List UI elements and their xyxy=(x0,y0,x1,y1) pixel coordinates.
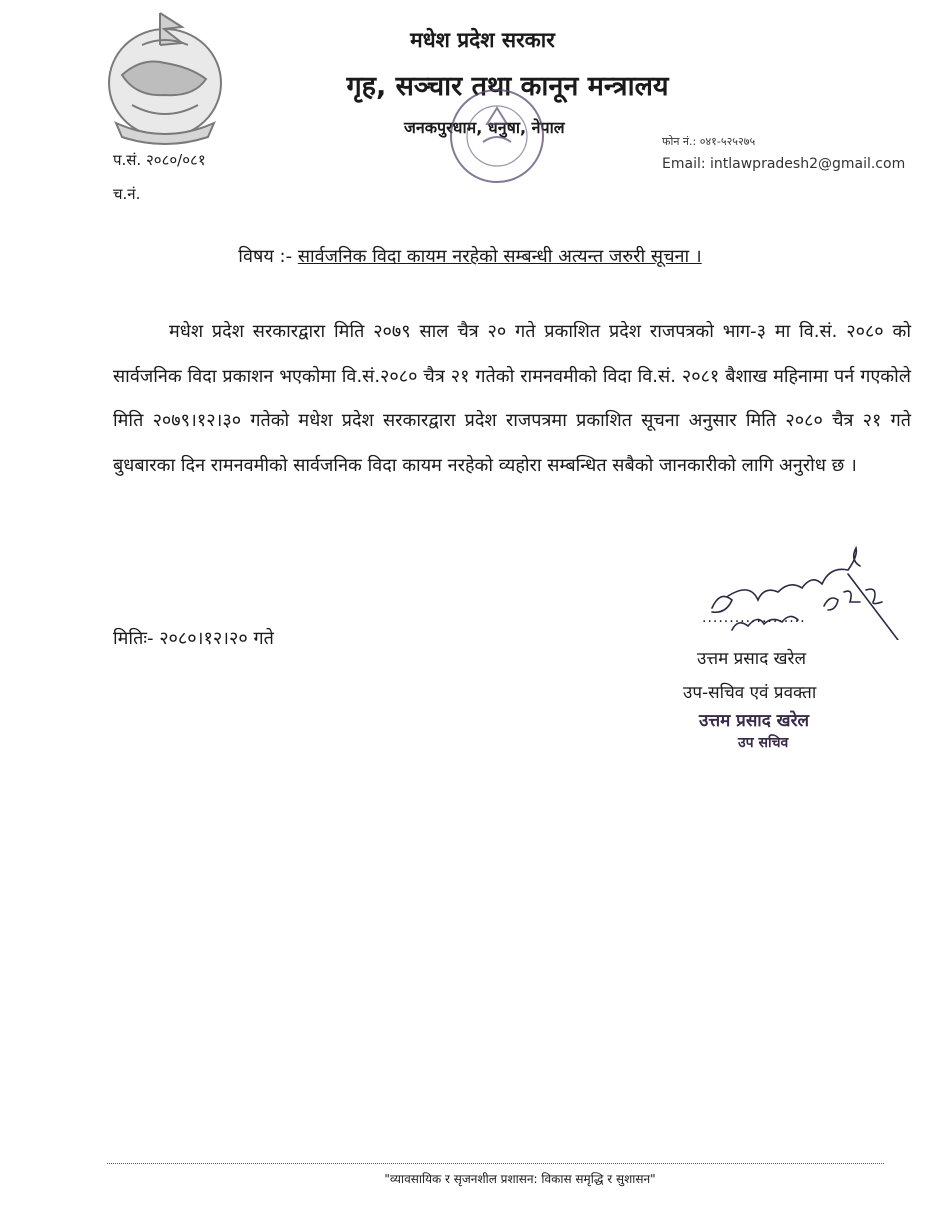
footer-motto: "व्यावसायिक र सृजनशील प्रशासन: विकास समृद्धि र सुशासन" xyxy=(384,1172,656,1186)
letter-reference-number: प.सं. २०८०/०८१ xyxy=(113,151,206,169)
notice-body xyxy=(113,310,911,488)
subject-text: सार्वजनिक विदा कायम नरहेको सम्बन्धी अत्यन्त जरुरी सूचना । xyxy=(297,246,702,267)
office-address: जनकपुरधाम, धनुषा, नेपाल xyxy=(404,118,565,137)
body-paragraph: मधेश प्रदेश सरकारद्वारा मिति २०७९ साल चैत्र २० गते प्रकाशित प्रदेश राजपत्रको भाग-३ मा वि.सं. २०८० को सार्वजनिक विदा प्रकाशन भएकोमा वि.सं.२०८० चैत्र २१ गतेको रामनवमीको विदा वि.सं. २०८१ बैशाख महिनामा पर्न गएकोले मिति २०७९।१२।३० गतेको मधेश प्रदेश सरकारद्वारा प्रदेश राजपत्रमा प्रकाशित सूचना अनुसार मिति २०८० चैत्र २१ गते बुधबारका दिन रामनवमीको सार्वजनिक विदा कायम नरहेको व्यहोरा सम्बन्धित सबैको जानकारीको लागि अनुरोध छ । xyxy=(113,321,911,476)
office-seal-stamp xyxy=(447,86,547,186)
name-stamp: उत्तम प्रसाद खरेल xyxy=(699,711,810,731)
signer-title: उप-सचिव एवं प्रवक्ता xyxy=(683,683,817,703)
phone-number: फोन नं.: ०४१-५२५२७५ xyxy=(662,135,756,148)
title-stamp: उप सचिव xyxy=(738,735,789,751)
footer-divider xyxy=(107,1163,884,1164)
government-name: मधेश प्रदेश सरकार xyxy=(410,28,555,52)
notice-date: मितिः- २०८०।१२।२० गते xyxy=(113,628,274,649)
signer-name: उत्तम प्रसाद खरेल xyxy=(697,649,807,669)
email-address: Email: intlawpradesh2@gmail.com xyxy=(662,156,906,172)
dispatch-number: च.नं. xyxy=(113,185,141,203)
subject-prefix: विषय :- xyxy=(238,246,293,267)
subject-line xyxy=(0,244,940,268)
ministry-name: गृह, सञ्चार तथा कानून मन्त्रालय xyxy=(346,71,669,102)
signature-line: ................... xyxy=(702,610,806,626)
